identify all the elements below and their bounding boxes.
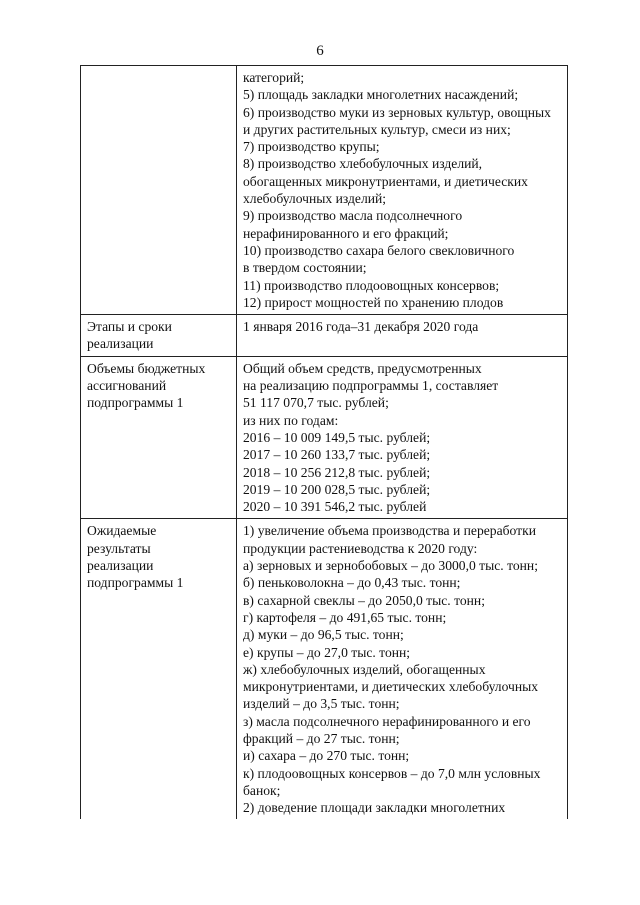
- content-line: 1 января 2016 года–31 декабря 2020 года: [243, 319, 479, 335]
- content-line: нерафинированного и его фракций;: [243, 225, 449, 241]
- content-line: 10) производство сахара белого свекловичного: [243, 242, 515, 258]
- content-line: 2020 – 10 391 546,2 тыс. рублей: [243, 499, 427, 515]
- content-line: д) муки – до 96,5 тыс. тонн;: [243, 627, 404, 643]
- row-label-cell: [81, 356, 237, 519]
- label-line: Этапы и сроки: [87, 319, 172, 335]
- content-line: и) сахара – до 270 тыс. тонн;: [243, 748, 410, 764]
- content-line: Общий объем средств, предусмотренных: [243, 360, 482, 376]
- content-line: 11) производство плодоовощных консервов;: [243, 277, 500, 293]
- label-line: реализации: [87, 336, 154, 352]
- content-line: изделий – до 3,5 тыс. тонн;: [243, 696, 400, 712]
- content-line: з) масла подсолнечного нерафинированного и его: [243, 713, 531, 729]
- row-label-cell: [81, 315, 237, 357]
- content-line: ж) хлебобулочных изделий, обогащенных: [243, 661, 486, 677]
- content-line: 9) производство масла подсолнечного: [243, 208, 463, 224]
- table-row: [81, 519, 568, 820]
- row-content-cell: [237, 315, 568, 357]
- content-line: банок;: [243, 782, 281, 798]
- content-line: к) плодоовощных консервов – до 7,0 млн условных: [243, 765, 541, 781]
- content-line: 51 117 070,7 тыс. рублей;: [243, 395, 389, 411]
- content-line: 8) производство хлебобулочных изделий,: [243, 156, 483, 172]
- label-line: подпрограммы 1: [87, 395, 184, 411]
- content-line: на реализацию подпрограммы 1, составляет: [243, 378, 499, 394]
- content-line: 2018 – 10 256 212,8 тыс. рублей;: [243, 464, 431, 480]
- content-line: хлебобулочных изделий;: [243, 191, 387, 207]
- label-line: подпрограммы 1: [87, 575, 184, 591]
- label-line: Ожидаемые: [87, 523, 157, 539]
- row-label-cell: [81, 66, 237, 315]
- content-line: обогащенных микронутриентами, и диетических: [243, 173, 528, 189]
- content-line: и других растительных культур, смеси из них;: [243, 121, 511, 137]
- table-row: [81, 66, 568, 315]
- content-line: б) пеньковолокна – до 0,43 тыс. тонн;: [243, 575, 461, 591]
- content-line: из них по годам:: [243, 412, 339, 428]
- content-line: 2016 – 10 009 149,5 тыс. рублей;: [243, 429, 431, 445]
- content-line: фракций – до 27 тыс. тонн;: [243, 730, 400, 746]
- content-line: 7) производство крупы;: [243, 139, 380, 155]
- content-line: а) зерновых и зернобобовых – до 3000,0 тыс. тонн;: [243, 558, 538, 574]
- row-content-cell: [237, 519, 568, 820]
- content-line: 2019 – 10 200 028,5 тыс. рублей;: [243, 481, 431, 497]
- content-line: категорий;: [243, 70, 305, 85]
- table-row: [81, 356, 568, 519]
- content-line: продукции растениеводства к 2020 году:: [243, 540, 478, 556]
- passport-table: [80, 65, 568, 819]
- content-line: 12) прирост мощностей по хранению плодов: [243, 294, 504, 310]
- content-line: микронутриентами, и диетических хлебобулочных: [243, 679, 539, 695]
- table-row: [81, 315, 568, 357]
- content-line: 6) производство муки из зерновых культур, овощных: [243, 104, 551, 120]
- label-line: Объемы бюджетных: [87, 360, 206, 376]
- label-line: реализации: [87, 558, 154, 574]
- content-line: в) сахарной свеклы – до 2050,0 тыс. тонн;: [243, 592, 485, 608]
- content-line: 5) площадь закладки многолетних насаждений;: [243, 87, 519, 103]
- content-line: 2017 – 10 260 133,7 тыс. рублей;: [243, 447, 431, 463]
- content-line: 2) доведение площади закладки многолетних: [243, 800, 506, 816]
- label-line: ассигнований: [87, 378, 167, 394]
- page-number: 6: [316, 43, 324, 59]
- content-line: 1) увеличение объема производства и переработки: [243, 523, 536, 539]
- content-line: в твердом состоянии;: [243, 260, 367, 276]
- content-line: г) картофеля – до 491,65 тыс. тонн;: [243, 609, 447, 625]
- row-label-cell: [81, 519, 237, 820]
- content-line: е) крупы – до 27,0 тыс. тонн;: [243, 644, 411, 660]
- label-line: результаты: [87, 540, 151, 556]
- row-content-cell: [237, 66, 568, 315]
- row-content-cell: [237, 356, 568, 519]
